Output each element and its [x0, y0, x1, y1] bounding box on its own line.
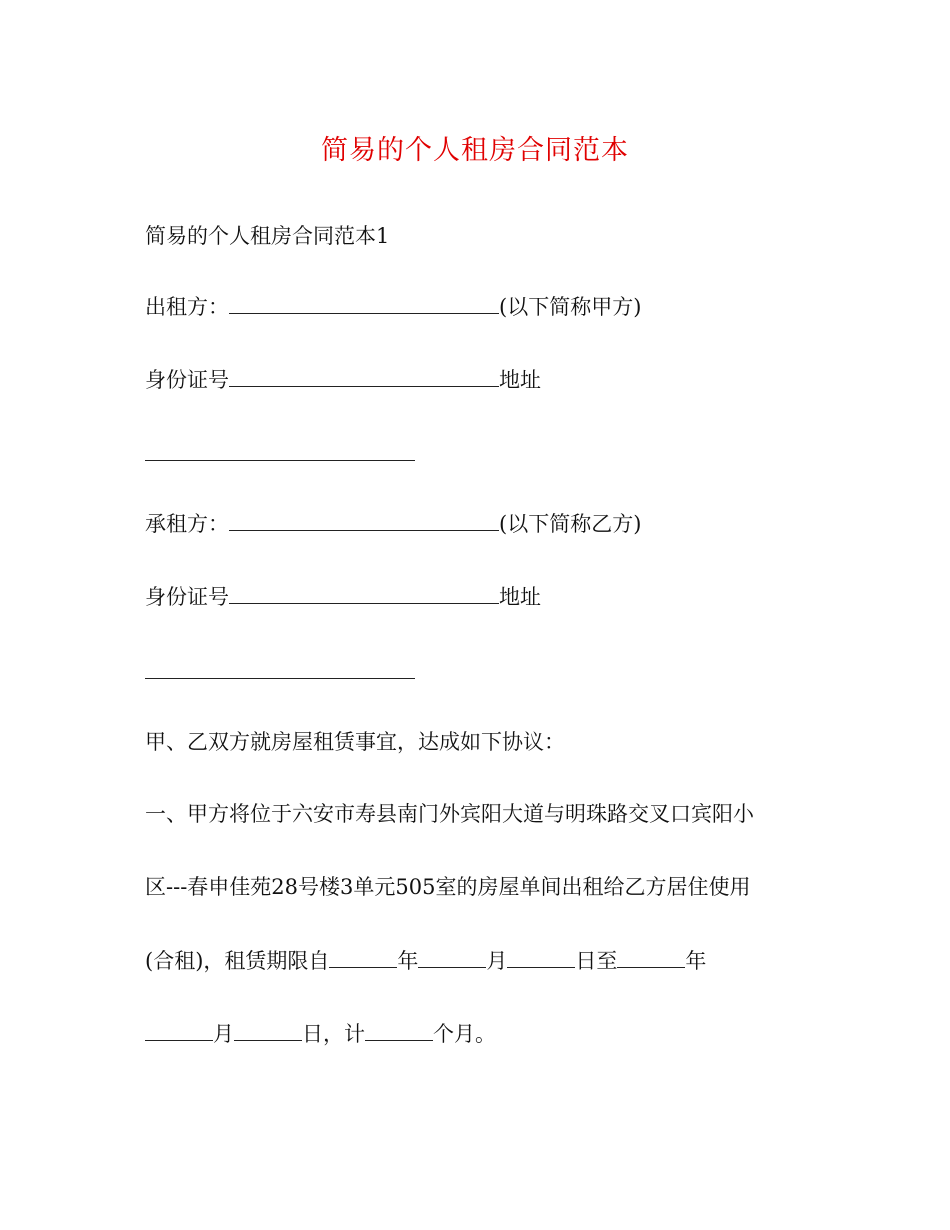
page-title: 简易的个人租房合同范本: [321, 135, 629, 166]
start-month-blank: [418, 945, 486, 968]
clause1-line4: [145, 1018, 496, 1049]
months-end-label: 个月。: [433, 1022, 496, 1046]
end-year-blank: [617, 945, 685, 968]
lessee-label: 承租方：: [145, 512, 229, 536]
lessor-id-blank: [229, 364, 499, 387]
subtitle: 简易的个人租房合同范本1: [145, 224, 390, 248]
lessee-id-line: [145, 581, 541, 612]
lessor-line: [145, 291, 641, 322]
lessee-id-blank: [229, 581, 499, 604]
lessee-suffix: (以下简称乙方): [499, 512, 642, 536]
lessor-id-label: 身份证号: [145, 368, 229, 392]
lessor-address-blank: [145, 460, 415, 461]
total-months-blank: [365, 1018, 433, 1041]
lease-period-prefix: (合租)，租赁期限自: [145, 949, 330, 973]
start-day-blank: [507, 945, 575, 968]
end-month-label: 月: [213, 1022, 234, 1046]
clause1-line2: 区---春申佳苑28号楼3单元505室的房屋单间出租给乙方居住使用: [145, 875, 751, 899]
lessor-name-blank: [229, 291, 499, 314]
lessor-id-line: [145, 364, 541, 395]
lessee-address-blank: [145, 678, 415, 679]
clause1-line3: [145, 945, 706, 976]
lessee-line: [145, 508, 641, 539]
end-month-blank: [145, 1018, 213, 1041]
clause1-line1: 一、甲方将位于六安市寿县南门外宾阳大道与明珠路交叉口宾阳小: [145, 802, 754, 826]
lessor-label: 出租方：: [145, 295, 229, 319]
start-year-blank: [329, 945, 397, 968]
lessee-id-label: 身份证号: [145, 585, 229, 609]
month-label: 月: [486, 949, 508, 973]
end-day-blank: [234, 1018, 302, 1041]
lessor-address-label: 地址: [499, 368, 541, 392]
lessee-name-blank: [229, 508, 499, 531]
lessor-suffix: (以下简称甲方): [499, 295, 642, 319]
day-to-label: 日至: [575, 949, 618, 973]
end-year-label: 年: [685, 949, 707, 973]
agreement-intro: 甲、乙双方就房屋租赁事宜，达成如下协议：: [145, 730, 565, 754]
lessee-address-label: 地址: [499, 585, 541, 609]
end-day-label: 日，计: [302, 1022, 365, 1046]
year-label: 年: [397, 949, 419, 973]
